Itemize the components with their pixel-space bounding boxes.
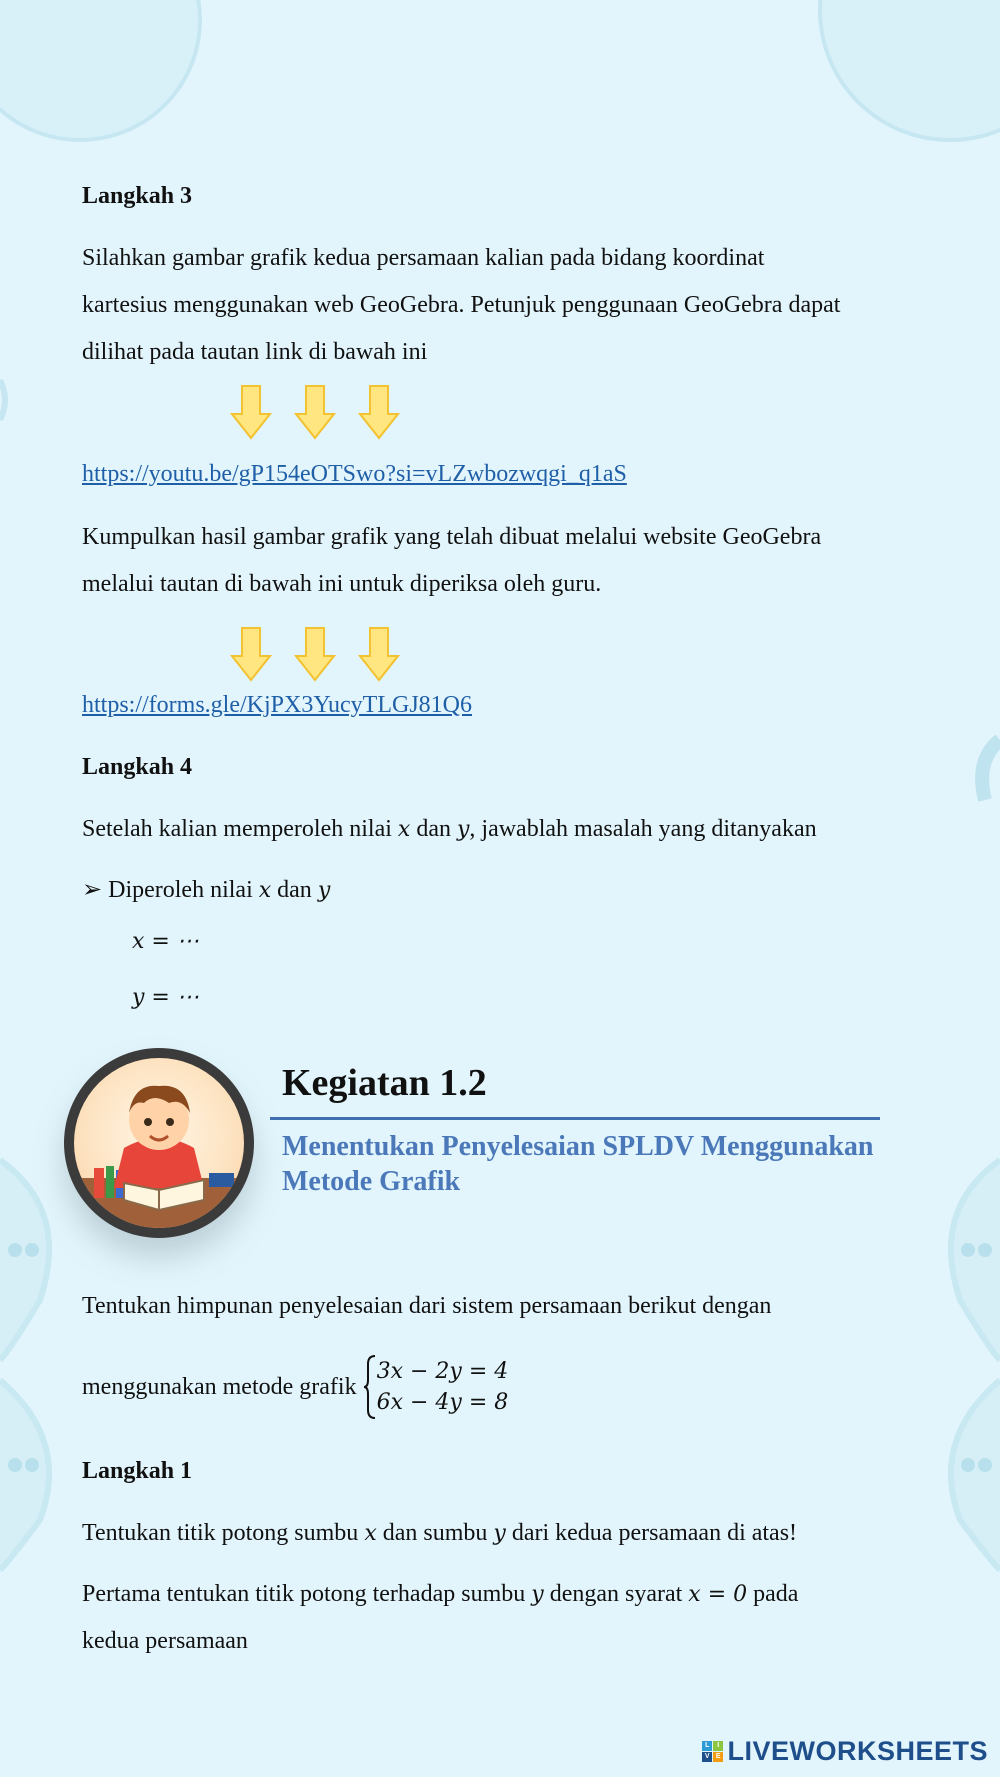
equation-lines <box>377 1356 509 1418</box>
logo-text: LIVEWORKSHEETS <box>727 1736 988 1766</box>
step3-line1: Silahkan gambar grafik kedua persamaan kalian pada bidang koordinat <box>82 245 765 271</box>
bullet-arrow-icon: ➢ <box>82 877 103 903</box>
student-avatar <box>64 1048 254 1238</box>
left-brace-icon <box>363 1354 377 1420</box>
kegiatan-instruction-line1: Tentukan himpunan penyelesaian dari sistem persamaan berikut dengan <box>82 1293 772 1319</box>
var-y: y <box>456 817 470 842</box>
step1-text-c: dari kedua persamaan di atas! <box>505 1520 798 1546</box>
y-value-equation: y = ⋯ <box>132 985 199 1010</box>
down-arrow-icon <box>294 626 336 682</box>
subtitle-line2: Metode Grafik <box>282 1166 461 1197</box>
subtitle-line1: Menentukan Penyelesaian SPLDV Menggunakan <box>282 1131 874 1162</box>
bullet-text-a: Diperoleh nilai <box>102 877 259 903</box>
var-y: y <box>531 1582 544 1607</box>
var-x: x <box>397 817 411 842</box>
step4-text-b: dan <box>410 816 457 842</box>
bullet-text-b: dan <box>271 877 318 903</box>
submit-line1: Kumpulkan hasil gambar grafik yang telah dibuat melalui website GeoGebra <box>82 524 822 550</box>
submit-paragraph <box>82 514 821 608</box>
logo-cell: V <box>702 1752 712 1762</box>
step1-heading: Langkah 1 <box>82 1458 193 1484</box>
step4-text-c: , jawablah masalah yang ditanyakan <box>469 816 817 842</box>
kegiatan-subtitle <box>282 1129 873 1199</box>
step4-text-a: Setelah kalian memperoleh nilai <box>82 816 398 842</box>
step4-heading: Langkah 4 <box>82 754 193 780</box>
arrow-group-2 <box>230 626 400 682</box>
var-y: y <box>493 1521 506 1546</box>
submit-line2: melalui tautan di bawah ini untuk diperiksa oleh guru. <box>82 571 602 597</box>
logo-cell: E <box>713 1752 723 1762</box>
student-writing-illustration <box>74 1058 244 1228</box>
step1-p2-text-a: Pertama tentukan titik potong terhadap sumbu <box>82 1581 532 1607</box>
step3-line2: kartesius menggunakan web GeoGebra. Petunjuk penggunaan GeoGebra dapat <box>82 292 841 318</box>
step1-text-a: Tentukan titik potong sumbu <box>82 1520 365 1546</box>
kegiatan-title: Kegiatan 1.2 <box>282 1062 487 1104</box>
down-arrow-icon <box>230 626 272 682</box>
equation-1: 3x − 2y = 4 <box>376 1359 509 1384</box>
down-arrow-icon <box>294 384 336 440</box>
step1-p2-text-c: pada <box>747 1581 799 1607</box>
down-arrow-icon <box>230 384 272 440</box>
step1-paragraph2 <box>82 1571 798 1665</box>
var-x: x <box>364 1521 377 1546</box>
step4-paragraph <box>82 806 817 853</box>
condition-x-zero: x = 0 <box>688 1582 748 1607</box>
google-form-link[interactable]: https://forms.gle/KjPX3YucyTLGJ81Q6 <box>82 692 472 718</box>
arrow-group-1 <box>230 384 400 440</box>
down-arrow-icon <box>358 626 400 682</box>
kegiatan-instruction-line2: menggunakan metode grafik <box>82 1373 357 1400</box>
title-divider <box>270 1117 880 1120</box>
down-arrow-icon <box>358 384 400 440</box>
step1-paragraph1 <box>82 1510 797 1557</box>
youtube-link[interactable]: https://youtu.be/gP154eOTSwo?si=vLZwbozwqgi_q1aS <box>82 461 627 487</box>
step1-p2-line2: kedua persamaan <box>82 1628 248 1654</box>
x-value-equation: x = ⋯ <box>132 929 199 954</box>
var-y: y <box>317 878 331 903</box>
step3-line3: dilihat pada tautan link di bawah ini <box>82 339 428 365</box>
logo-grid-icon <box>702 1741 723 1762</box>
step1-p2-text-b: dengan syarat <box>543 1581 689 1607</box>
equation-system <box>82 1354 508 1420</box>
liveworksheets-logo[interactable] <box>702 1736 988 1767</box>
var-x: x <box>258 878 272 903</box>
logo-cell: L <box>702 1741 712 1751</box>
step3-heading: Langkah 3 <box>82 183 193 209</box>
logo-cell: I <box>713 1741 723 1751</box>
bullet-item <box>82 867 330 914</box>
step3-paragraph <box>82 235 840 376</box>
step1-text-b: dan sumbu <box>376 1520 494 1546</box>
equation-2: 6x − 4y = 8 <box>376 1390 509 1415</box>
